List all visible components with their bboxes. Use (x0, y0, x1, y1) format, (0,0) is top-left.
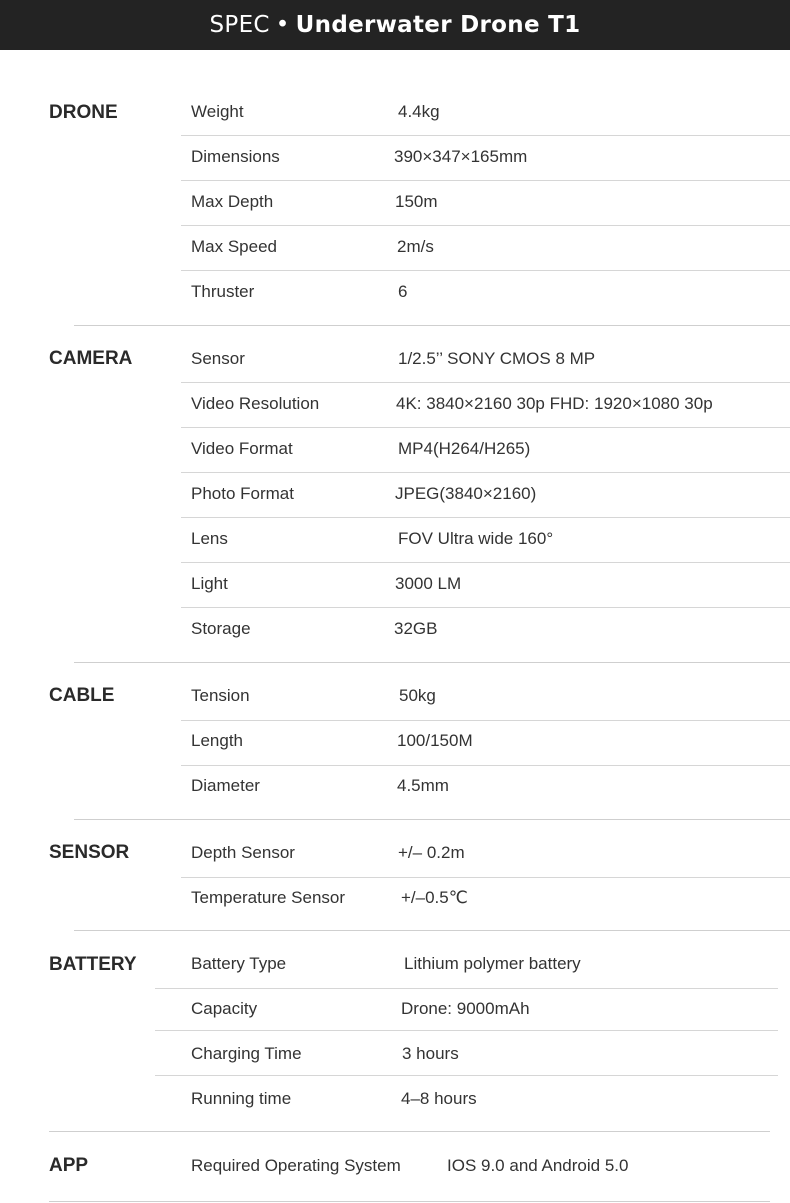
spec-label: Thruster (191, 282, 255, 301)
row-divider (181, 225, 790, 226)
row-divider (181, 472, 790, 473)
row-divider (155, 1075, 778, 1076)
spec-label: Light (191, 574, 228, 593)
spec-label: Capacity (191, 999, 258, 1018)
spec-value: 3 hours (402, 1044, 459, 1063)
spec-value: 50kg (399, 686, 436, 705)
spec-label: Dimensions (191, 147, 280, 166)
spec-value: 4K: 3840×2160 30p FHD: 1920×1080 30p (396, 394, 713, 413)
group-divider (74, 325, 790, 326)
row-divider (181, 607, 790, 608)
spec-value: FOV Ultra wide 160° (398, 529, 554, 548)
spec-value: JPEG(3840×2160) (395, 484, 537, 503)
spec-label: Required Operating System (191, 1156, 401, 1175)
spec-label: Max Depth (191, 192, 274, 211)
group-title: BATTERY (49, 954, 137, 975)
spec-value: 4.5mm (397, 776, 449, 795)
spec-value: 4–8 hours (401, 1089, 477, 1108)
group-divider (49, 1131, 770, 1132)
spec-value: Lithium polymer battery (404, 954, 581, 973)
row-divider (181, 517, 790, 518)
group-divider (74, 662, 790, 663)
spec-value: 100/150M (397, 731, 473, 750)
spec-value: IOS 9.0 and Android 5.0 (447, 1156, 629, 1175)
spec-value: 3000 LM (395, 574, 462, 593)
spec-value: +/–0.5℃ (401, 888, 468, 907)
spec-value: 4.4kg (398, 102, 440, 121)
row-divider (181, 180, 790, 181)
row-divider (181, 382, 790, 383)
spec-value: 1/2.5’’ SONY CMOS 8 MP (398, 349, 596, 368)
header-prefix: SPEC (209, 12, 270, 38)
spec-label: Video Format (191, 439, 293, 458)
spec-value: 32GB (394, 619, 438, 638)
group-divider (74, 930, 790, 931)
row-divider (181, 427, 790, 428)
group-title: CABLE (49, 685, 115, 706)
group-title: DRONE (49, 102, 118, 123)
spec-value: Drone: 9000mAh (401, 999, 530, 1018)
spec-label: Diameter (191, 776, 260, 795)
group-divider (49, 1201, 770, 1202)
spec-label: Charging Time (191, 1044, 302, 1063)
spec-label: Video Resolution (191, 394, 320, 413)
header-product-name: Underwater Drone T1 (295, 12, 581, 38)
spec-value: 390×347×165mm (394, 147, 528, 166)
row-divider (181, 720, 790, 721)
group-divider (74, 819, 790, 820)
group-title: APP (49, 1155, 89, 1176)
spec-label: Length (191, 731, 243, 750)
row-divider (181, 135, 790, 136)
spec-value: 2m/s (397, 237, 434, 256)
page-header (0, 0, 790, 50)
spec-label: Photo Format (191, 484, 294, 503)
row-divider (155, 988, 778, 989)
spec-label: Tension (191, 686, 250, 705)
row-divider (181, 270, 790, 271)
group-title: SENSOR (49, 842, 130, 863)
spec-value: +/– 0.2m (398, 843, 465, 862)
row-divider (155, 1030, 778, 1031)
spec-label: Sensor (191, 349, 245, 368)
header-bullet: • (275, 12, 290, 38)
spec-label: Temperature Sensor (191, 888, 346, 907)
spec-value: MP4(H264/H265) (398, 439, 531, 458)
spec-label: Lens (191, 529, 228, 548)
spec-label: Weight (191, 102, 244, 121)
spec-value: 6 (398, 282, 408, 301)
spec-label: Storage (191, 619, 251, 638)
spec-value: 150m (395, 192, 438, 211)
row-divider (181, 562, 790, 563)
spec-label: Battery Type (191, 954, 287, 973)
spec-label: Depth Sensor (191, 843, 295, 862)
spec-label: Max Speed (191, 237, 277, 256)
group-title: CAMERA (49, 348, 133, 369)
row-divider (181, 765, 790, 766)
row-divider (181, 877, 790, 878)
spec-label: Running time (191, 1089, 292, 1108)
